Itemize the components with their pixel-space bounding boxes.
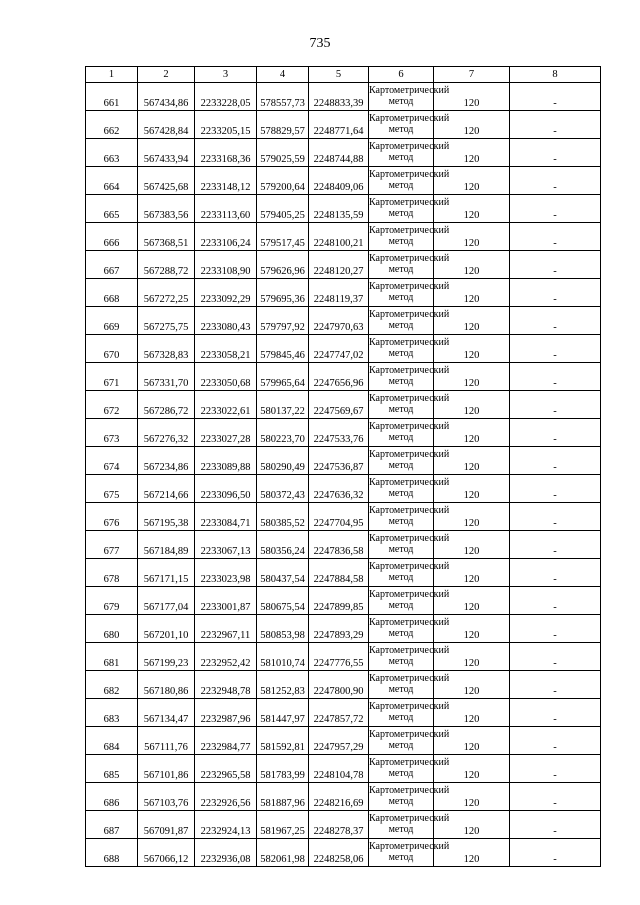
table-cell-col7: 120 bbox=[434, 727, 510, 755]
table-cell-col5: 2247569,67 bbox=[309, 391, 369, 419]
table-cell-col6: Картометрический метод bbox=[369, 363, 434, 391]
table-cell-col7: 120 bbox=[434, 503, 510, 531]
table-cell-col2: 567275,75 bbox=[138, 307, 195, 335]
table-cell-col2: 567177,04 bbox=[138, 587, 195, 615]
table-cell-col1: 686 bbox=[86, 783, 138, 811]
table-row bbox=[86, 195, 601, 223]
table-row bbox=[86, 643, 601, 671]
table-cell-col4: 579695,36 bbox=[257, 279, 309, 307]
table-cell-col3: 2233027,28 bbox=[195, 419, 257, 447]
table-cell-col4: 579200,64 bbox=[257, 167, 309, 195]
table-cell-col4: 581783,99 bbox=[257, 755, 309, 783]
table-cell-col6: Картометрический метод bbox=[369, 167, 434, 195]
table-cell-col3: 2233084,71 bbox=[195, 503, 257, 531]
table-cell-col6: Картометрический метод bbox=[369, 195, 434, 223]
table-cell-col7: 120 bbox=[434, 587, 510, 615]
table-cell-col8: - bbox=[510, 811, 601, 839]
table-cell-col1: 669 bbox=[86, 307, 138, 335]
table-cell-col3: 2233023,98 bbox=[195, 559, 257, 587]
table-cell-col1: 671 bbox=[86, 363, 138, 391]
table-cell-col2: 567276,32 bbox=[138, 419, 195, 447]
table-cell-col4: 580290,49 bbox=[257, 447, 309, 475]
table-cell-col8: - bbox=[510, 643, 601, 671]
column-header-5: 5 bbox=[309, 67, 369, 83]
table-row bbox=[86, 475, 601, 503]
table-cell-col5: 2247533,76 bbox=[309, 419, 369, 447]
table-cell-col8: - bbox=[510, 223, 601, 251]
table-row bbox=[86, 391, 601, 419]
table-cell-col6: Картометрический метод bbox=[369, 475, 434, 503]
table-row bbox=[86, 419, 601, 447]
table-cell-col7: 120 bbox=[434, 531, 510, 559]
table-cell-col6: Картометрический метод bbox=[369, 615, 434, 643]
table-cell-col2: 567184,89 bbox=[138, 531, 195, 559]
table-cell-col1: 663 bbox=[86, 139, 138, 167]
table-cell-col3: 2232987,96 bbox=[195, 699, 257, 727]
table-row bbox=[86, 671, 601, 699]
table-cell-col1: 685 bbox=[86, 755, 138, 783]
table-cell-col8: - bbox=[510, 755, 601, 783]
table-cell-col1: 670 bbox=[86, 335, 138, 363]
table-cell-col7: 120 bbox=[434, 195, 510, 223]
table-cell-col6: Картометрический метод bbox=[369, 587, 434, 615]
table-cell-col7: 120 bbox=[434, 643, 510, 671]
table-cell-col3: 2232936,08 bbox=[195, 839, 257, 867]
table-cell-col4: 580137,22 bbox=[257, 391, 309, 419]
table-cell-col6: Картометрический метод bbox=[369, 391, 434, 419]
table-cell-col2: 567171,15 bbox=[138, 559, 195, 587]
table-cell-col4: 581967,25 bbox=[257, 811, 309, 839]
table-cell-col8: - bbox=[510, 83, 601, 111]
table-cell-col5: 2248100,21 bbox=[309, 223, 369, 251]
table-cell-col1: 665 bbox=[86, 195, 138, 223]
table-cell-col8: - bbox=[510, 251, 601, 279]
table-cell-col4: 581010,74 bbox=[257, 643, 309, 671]
table-cell-col5: 2248104,78 bbox=[309, 755, 369, 783]
table-row bbox=[86, 111, 601, 139]
table-cell-col6: Картометрический метод bbox=[369, 727, 434, 755]
table-cell-col7: 120 bbox=[434, 699, 510, 727]
table-row bbox=[86, 559, 601, 587]
table-header bbox=[86, 67, 601, 83]
table-row bbox=[86, 307, 601, 335]
table-cell-col8: - bbox=[510, 783, 601, 811]
table-cell-col6: Картометрический метод bbox=[369, 447, 434, 475]
table-cell-col5: 2248833,39 bbox=[309, 83, 369, 111]
table-cell-col4: 579845,46 bbox=[257, 335, 309, 363]
table-cell-col2: 567328,83 bbox=[138, 335, 195, 363]
table-cell-col4: 581447,97 bbox=[257, 699, 309, 727]
table-cell-col2: 567368,51 bbox=[138, 223, 195, 251]
table-cell-col5: 2247836,58 bbox=[309, 531, 369, 559]
table-cell-col4: 578829,57 bbox=[257, 111, 309, 139]
table-cell-col7: 120 bbox=[434, 475, 510, 503]
table-cell-col6: Картометрический метод bbox=[369, 699, 434, 727]
table-cell-col6: Картометрический метод bbox=[369, 335, 434, 363]
table-cell-col5: 2248409,06 bbox=[309, 167, 369, 195]
table-cell-col5: 2247899,85 bbox=[309, 587, 369, 615]
table-cell-col8: - bbox=[510, 727, 601, 755]
table-cell-col6: Картометрический метод bbox=[369, 559, 434, 587]
table-body bbox=[86, 83, 601, 867]
column-header-7: 7 bbox=[434, 67, 510, 83]
table-cell-col8: - bbox=[510, 335, 601, 363]
table-cell-col2: 567383,56 bbox=[138, 195, 195, 223]
table-cell-col3: 2233022,61 bbox=[195, 391, 257, 419]
table-cell-col3: 2232967,11 bbox=[195, 615, 257, 643]
table-cell-col5: 2248744,88 bbox=[309, 139, 369, 167]
table-cell-col1: 676 bbox=[86, 503, 138, 531]
table-cell-col8: - bbox=[510, 307, 601, 335]
table-cell-col1: 672 bbox=[86, 391, 138, 419]
table-cell-col1: 677 bbox=[86, 531, 138, 559]
table-cell-col6: Картометрический метод bbox=[369, 251, 434, 279]
table-row bbox=[86, 335, 601, 363]
table-cell-col8: - bbox=[510, 671, 601, 699]
table-cell-col1: 683 bbox=[86, 699, 138, 727]
table-cell-col6: Картометрический метод bbox=[369, 83, 434, 111]
table-cell-col2: 567331,70 bbox=[138, 363, 195, 391]
table-cell-col4: 580372,43 bbox=[257, 475, 309, 503]
table-cell-col4: 581887,96 bbox=[257, 783, 309, 811]
table-cell-col1: 682 bbox=[86, 671, 138, 699]
table-cell-col8: - bbox=[510, 195, 601, 223]
table-cell-col1: 688 bbox=[86, 839, 138, 867]
table-row bbox=[86, 587, 601, 615]
table-cell-col7: 120 bbox=[434, 839, 510, 867]
table-cell-col4: 580223,70 bbox=[257, 419, 309, 447]
table-cell-col3: 2232984,77 bbox=[195, 727, 257, 755]
table-cell-col2: 567111,76 bbox=[138, 727, 195, 755]
table-cell-col3: 2233228,05 bbox=[195, 83, 257, 111]
table-row bbox=[86, 167, 601, 195]
table-cell-col2: 567180,86 bbox=[138, 671, 195, 699]
table-cell-col1: 668 bbox=[86, 279, 138, 307]
table-cell-col7: 120 bbox=[434, 279, 510, 307]
table-cell-col4: 581592,81 bbox=[257, 727, 309, 755]
table-cell-col5: 2247884,58 bbox=[309, 559, 369, 587]
table-row bbox=[86, 223, 601, 251]
table-cell-col3: 2233067,13 bbox=[195, 531, 257, 559]
table-cell-col5: 2248119,37 bbox=[309, 279, 369, 307]
table-cell-col8: - bbox=[510, 447, 601, 475]
table-cell-col3: 2232948,78 bbox=[195, 671, 257, 699]
table-cell-col4: 582061,98 bbox=[257, 839, 309, 867]
table-cell-col5: 2247656,96 bbox=[309, 363, 369, 391]
table-cell-col3: 2233092,29 bbox=[195, 279, 257, 307]
table-cell-col4: 580853,98 bbox=[257, 615, 309, 643]
table-cell-col8: - bbox=[510, 531, 601, 559]
table-cell-col1: 662 bbox=[86, 111, 138, 139]
table-cell-col3: 2233205,15 bbox=[195, 111, 257, 139]
table-cell-col1: 679 bbox=[86, 587, 138, 615]
table-cell-col2: 567101,86 bbox=[138, 755, 195, 783]
column-header-1: 1 bbox=[86, 67, 138, 83]
table-cell-col7: 120 bbox=[434, 335, 510, 363]
table-cell-col7: 120 bbox=[434, 251, 510, 279]
table-row bbox=[86, 839, 601, 867]
table-cell-col5: 2248278,37 bbox=[309, 811, 369, 839]
table-cell-col3: 2232952,42 bbox=[195, 643, 257, 671]
table-row bbox=[86, 279, 601, 307]
table-cell-col5: 2247957,29 bbox=[309, 727, 369, 755]
table-cell-col1: 673 bbox=[86, 419, 138, 447]
table-cell-col2: 567134,47 bbox=[138, 699, 195, 727]
page-number: 735 bbox=[309, 36, 331, 51]
table-cell-col8: - bbox=[510, 139, 601, 167]
table-cell-col2: 567428,84 bbox=[138, 111, 195, 139]
table-cell-col4: 579405,25 bbox=[257, 195, 309, 223]
table-cell-col3: 2233058,21 bbox=[195, 335, 257, 363]
table-cell-col8: - bbox=[510, 475, 601, 503]
table-cell-col2: 567234,86 bbox=[138, 447, 195, 475]
table-cell-col2: 567091,87 bbox=[138, 811, 195, 839]
table-cell-col8: - bbox=[510, 111, 601, 139]
column-header-6: 6 bbox=[369, 67, 434, 83]
table-cell-col5: 2248120,27 bbox=[309, 251, 369, 279]
table-cell-col6: Картометрический метод bbox=[369, 419, 434, 447]
table-cell-col1: 681 bbox=[86, 643, 138, 671]
table-cell-col7: 120 bbox=[434, 223, 510, 251]
table-cell-col2: 567272,25 bbox=[138, 279, 195, 307]
table-row bbox=[86, 811, 601, 839]
table-cell-col4: 579025,59 bbox=[257, 139, 309, 167]
table-cell-col6: Картометрический метод bbox=[369, 755, 434, 783]
table-row bbox=[86, 83, 601, 111]
table-row bbox=[86, 727, 601, 755]
table-cell-col5: 2247704,95 bbox=[309, 503, 369, 531]
table-cell-col1: 684 bbox=[86, 727, 138, 755]
table-cell-col7: 120 bbox=[434, 167, 510, 195]
table-cell-col2: 567286,72 bbox=[138, 391, 195, 419]
table-cell-col3: 2233089,88 bbox=[195, 447, 257, 475]
table-cell-col7: 120 bbox=[434, 391, 510, 419]
table-cell-col1: 675 bbox=[86, 475, 138, 503]
table-cell-col5: 2247776,55 bbox=[309, 643, 369, 671]
table-row bbox=[86, 699, 601, 727]
table-cell-col3: 2233096,50 bbox=[195, 475, 257, 503]
table-cell-col3: 2233113,60 bbox=[195, 195, 257, 223]
table-cell-col7: 120 bbox=[434, 139, 510, 167]
table-cell-col2: 567434,86 bbox=[138, 83, 195, 111]
table-cell-col3: 2233148,12 bbox=[195, 167, 257, 195]
table-cell-col5: 2248771,64 bbox=[309, 111, 369, 139]
table-cell-col4: 580356,24 bbox=[257, 531, 309, 559]
table-cell-col1: 666 bbox=[86, 223, 138, 251]
table-cell-col8: - bbox=[510, 363, 601, 391]
table-cell-col6: Картометрический метод bbox=[369, 643, 434, 671]
table-cell-col5: 2247857,72 bbox=[309, 699, 369, 727]
table-cell-col2: 567288,72 bbox=[138, 251, 195, 279]
table-cell-col3: 2233080,43 bbox=[195, 307, 257, 335]
table-cell-col5: 2247800,90 bbox=[309, 671, 369, 699]
table-cell-col7: 120 bbox=[434, 111, 510, 139]
table-row bbox=[86, 755, 601, 783]
table-cell-col2: 567433,94 bbox=[138, 139, 195, 167]
table-cell-col6: Картометрический метод bbox=[369, 503, 434, 531]
table-cell-col6: Картометрический метод bbox=[369, 671, 434, 699]
table-cell-col1: 664 bbox=[86, 167, 138, 195]
table-cell-col6: Картометрический метод bbox=[369, 811, 434, 839]
column-header-3: 3 bbox=[195, 67, 257, 83]
coordinates-table bbox=[85, 66, 601, 867]
table-cell-col4: 579626,96 bbox=[257, 251, 309, 279]
table-row bbox=[86, 139, 601, 167]
table-cell-col8: - bbox=[510, 419, 601, 447]
table-cell-col3: 2233050,68 bbox=[195, 363, 257, 391]
table-cell-col3: 2233168,36 bbox=[195, 139, 257, 167]
table-cell-col3: 2233106,24 bbox=[195, 223, 257, 251]
table-row bbox=[86, 783, 601, 811]
table-cell-col4: 578557,73 bbox=[257, 83, 309, 111]
table-cell-col3: 2233001,87 bbox=[195, 587, 257, 615]
table-row bbox=[86, 531, 601, 559]
table-row bbox=[86, 503, 601, 531]
table-cell-col3: 2232965,58 bbox=[195, 755, 257, 783]
table-cell-col8: - bbox=[510, 279, 601, 307]
table-cell-col6: Картометрический метод bbox=[369, 279, 434, 307]
table-cell-col7: 120 bbox=[434, 307, 510, 335]
table-cell-col4: 579965,64 bbox=[257, 363, 309, 391]
table-cell-col4: 581252,83 bbox=[257, 671, 309, 699]
table-cell-col5: 2247893,29 bbox=[309, 615, 369, 643]
table-cell-col4: 579797,92 bbox=[257, 307, 309, 335]
table-cell-col5: 2247747,02 bbox=[309, 335, 369, 363]
table-cell-col2: 567103,76 bbox=[138, 783, 195, 811]
table-cell-col4: 579517,45 bbox=[257, 223, 309, 251]
table-cell-col6: Картометрический метод bbox=[369, 783, 434, 811]
table-row bbox=[86, 447, 601, 475]
table-cell-col7: 120 bbox=[434, 447, 510, 475]
table-cell-col4: 580437,54 bbox=[257, 559, 309, 587]
table-cell-col8: - bbox=[510, 699, 601, 727]
table-cell-col8: - bbox=[510, 587, 601, 615]
table-cell-col7: 120 bbox=[434, 783, 510, 811]
table-cell-col1: 667 bbox=[86, 251, 138, 279]
table-cell-col2: 567214,66 bbox=[138, 475, 195, 503]
table-cell-col4: 580385,52 bbox=[257, 503, 309, 531]
table-cell-col7: 120 bbox=[434, 671, 510, 699]
table-cell-col5: 2248135,59 bbox=[309, 195, 369, 223]
table-cell-col6: Картометрический метод bbox=[369, 223, 434, 251]
table-row bbox=[86, 251, 601, 279]
table-cell-col2: 567195,38 bbox=[138, 503, 195, 531]
table-cell-col7: 120 bbox=[434, 363, 510, 391]
table-cell-col6: Картометрический метод bbox=[369, 139, 434, 167]
table-cell-col2: 567199,23 bbox=[138, 643, 195, 671]
table-cell-col1: 674 bbox=[86, 447, 138, 475]
table-cell-col7: 120 bbox=[434, 811, 510, 839]
table-cell-col7: 120 bbox=[434, 83, 510, 111]
table-cell-col4: 580675,54 bbox=[257, 587, 309, 615]
table-cell-col2: 567201,10 bbox=[138, 615, 195, 643]
table-cell-col3: 2232926,56 bbox=[195, 783, 257, 811]
table-cell-col7: 120 bbox=[434, 755, 510, 783]
column-header-2: 2 bbox=[138, 67, 195, 83]
table-cell-col2: 567066,12 bbox=[138, 839, 195, 867]
table-cell-col5: 2247970,63 bbox=[309, 307, 369, 335]
table-cell-col7: 120 bbox=[434, 559, 510, 587]
column-header-4: 4 bbox=[257, 67, 309, 83]
table-cell-col1: 678 bbox=[86, 559, 138, 587]
table-cell-col8: - bbox=[510, 559, 601, 587]
table-cell-col6: Картометрический метод bbox=[369, 111, 434, 139]
table-cell-col1: 661 bbox=[86, 83, 138, 111]
table-cell-col5: 2248258,06 bbox=[309, 839, 369, 867]
table-cell-col2: 567425,68 bbox=[138, 167, 195, 195]
table-cell-col8: - bbox=[510, 615, 601, 643]
table-cell-col6: Картометрический метод bbox=[369, 839, 434, 867]
table-cell-col7: 120 bbox=[434, 615, 510, 643]
table-cell-col1: 680 bbox=[86, 615, 138, 643]
table-cell-col1: 687 bbox=[86, 811, 138, 839]
table-row bbox=[86, 615, 601, 643]
table-cell-col5: 2247536,87 bbox=[309, 447, 369, 475]
table-cell-col5: 2248216,69 bbox=[309, 783, 369, 811]
table-cell-col8: - bbox=[510, 503, 601, 531]
table-cell-col8: - bbox=[510, 167, 601, 195]
table-cell-col3: 2233108,90 bbox=[195, 251, 257, 279]
table-row bbox=[86, 363, 601, 391]
column-header-8: 8 bbox=[510, 67, 601, 83]
header-row bbox=[86, 67, 601, 83]
table-cell-col6: Картометрический метод bbox=[369, 531, 434, 559]
table-cell-col6: Картометрический метод bbox=[369, 307, 434, 335]
table-cell-col8: - bbox=[510, 839, 601, 867]
table-cell-col3: 2232924,13 bbox=[195, 811, 257, 839]
table-cell-col8: - bbox=[510, 391, 601, 419]
table-cell-col5: 2247636,32 bbox=[309, 475, 369, 503]
table-cell-col7: 120 bbox=[434, 419, 510, 447]
